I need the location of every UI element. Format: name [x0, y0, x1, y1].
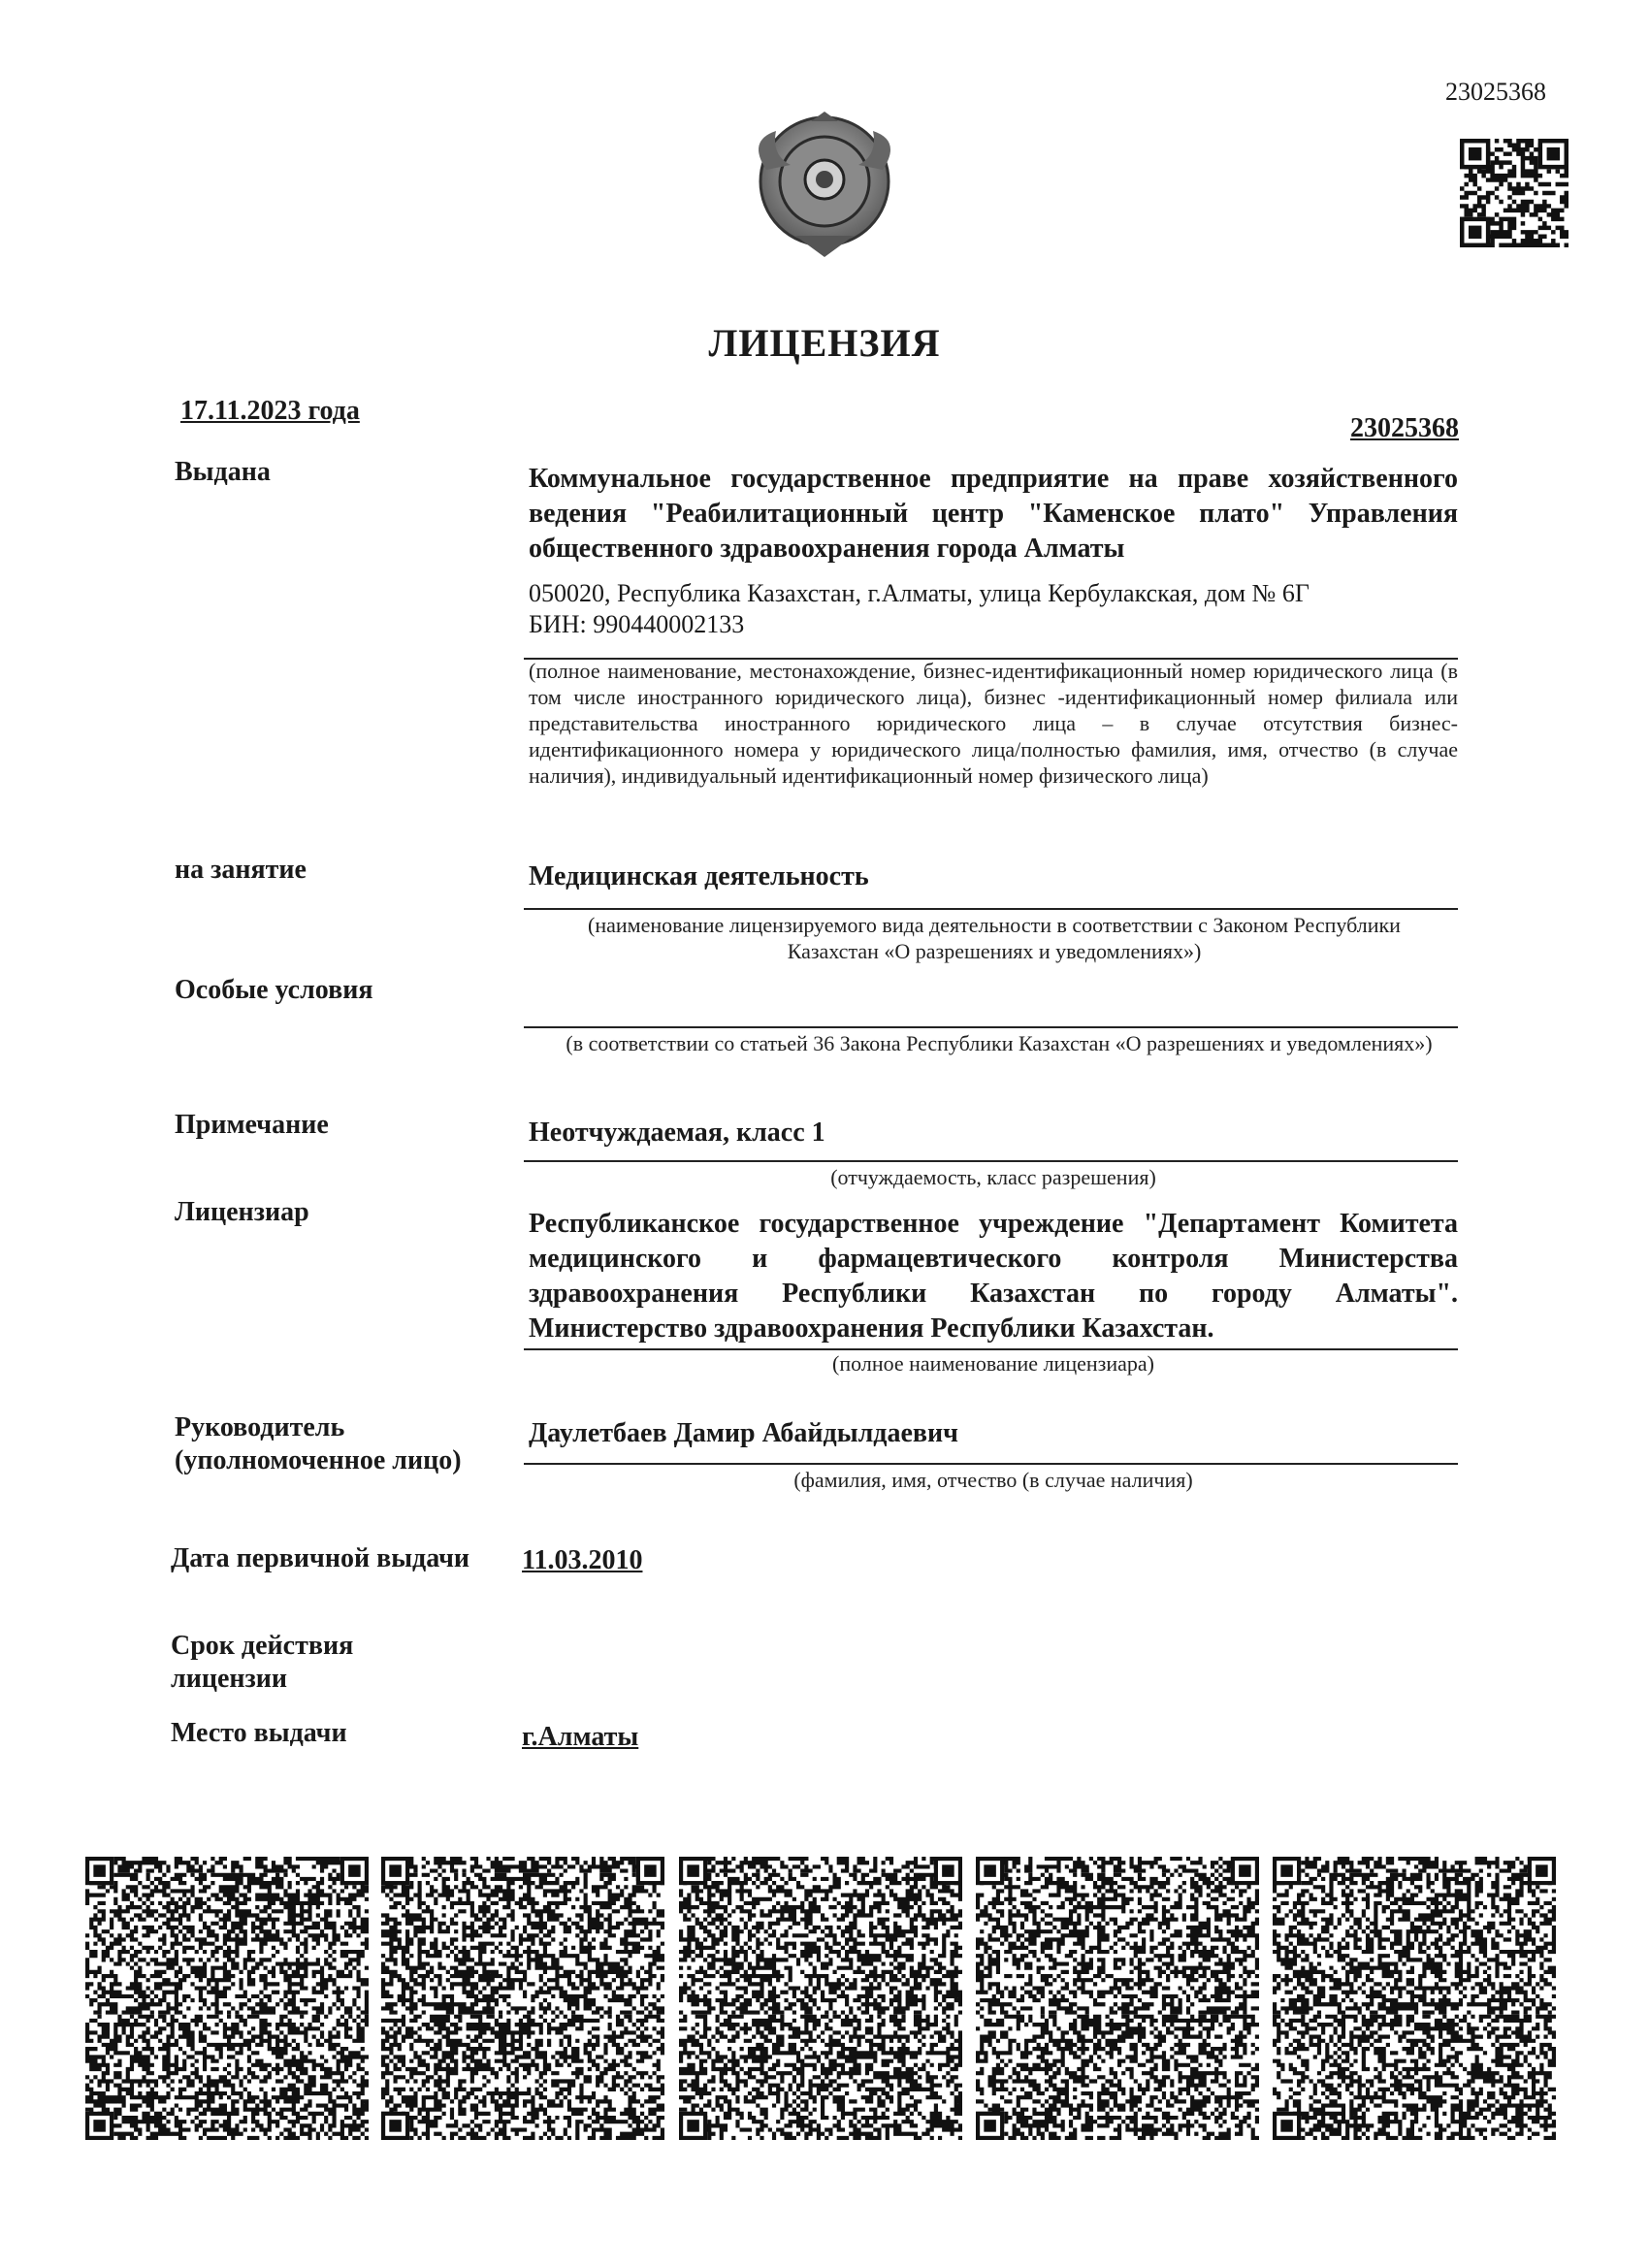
licensor-value: Республиканское государственное учреждение "Департамент Комитета медицинского и фармацевтического контроля Министерства здравоохранения Республики Казахстан по городу Алматы". Министерство здравоохранения Республики Казахстан. [529, 1209, 1458, 1344]
issued-to-hint: (полное наименование, местонахождение, бизнес-идентификационный номер юридического лица (в том числе иностранного юридического лица), бизнес -идентификационный номер филиала или представительства иностранного юридического лица – в случае отсутствия бизнес-идентификационного номера у юридического лица/полностью фамилия, имя, отчество (в случае наличия), индивидуальный идентификационный номер физического лица) [529, 659, 1458, 788]
validity-label-line1: Срок действия [171, 1631, 354, 1661]
validity-label [171, 1630, 353, 1696]
document-id-top: 23025368 [1445, 78, 1546, 106]
activity-label: на занятие [175, 855, 307, 885]
issued-to-label: Выдана [175, 457, 271, 487]
issued-to-bin: БИН: 990440002133 [529, 610, 745, 638]
licensor-hint: (полное наименование лицензиара) [832, 1351, 1154, 1376]
note-hint: (отчуждаемость, класс разрешения) [830, 1165, 1156, 1189]
head-rule [524, 1463, 1458, 1465]
qr-code-row [85, 1857, 1560, 2153]
issue-date: 17.11.2023 года [180, 396, 360, 426]
qr-code-icon [381, 1857, 664, 2153]
note-label: Примечание [175, 1110, 329, 1140]
head-label-line1: Руководитель [175, 1412, 345, 1442]
activity-value: Медицинская деятельность [529, 861, 869, 891]
first-issue-value: 11.03.2010 [522, 1545, 643, 1575]
place-value: г.Алматы [522, 1722, 639, 1752]
head-label [175, 1411, 462, 1477]
qr-code-icon [1273, 1857, 1556, 2153]
issued-to-name: Коммунальное государственное предприятие на праве хозяйственного ведения "Реабилитационный центр "Каменское плато" Управления общественного здравоохранения города Алматы [529, 464, 1458, 564]
head-value: Даулетбаев Дамир Абайдылдаевич [529, 1418, 958, 1448]
document-title: ЛИЦЕНЗИЯ [708, 321, 941, 365]
qr-code-icon [1460, 139, 1568, 247]
special-hint: (в соответствии со статьей 36 Закона Республики Казахстан «О разрешениях и уведомлениях») [566, 1031, 1433, 1055]
qr-code-icon [679, 1857, 962, 2153]
head-label-line2: (уполномоченное лицо) [175, 1445, 462, 1475]
note-rule [524, 1160, 1458, 1162]
special-label: Особые условия [175, 975, 373, 1005]
note-value: Неотчуждаемая, класс 1 [529, 1118, 825, 1148]
license-number: 23025368 [1350, 413, 1459, 443]
first-issue-label: Дата первичной выдачи [171, 1543, 470, 1573]
special-rule [524, 1026, 1458, 1028]
validity-label-line2: лицензии [171, 1664, 288, 1694]
qr-code-icon [85, 1857, 369, 2153]
issued-to-address: 050020, Республика Казахстан, г.Алматы, улица Кербулакская, дом № 6Г [529, 579, 1310, 607]
activity-hint: (наименование лицензируемого вида деятельности в соответствии с Законом Республики Казахстан «О разрешениях и уведомлениях») [588, 913, 1401, 963]
place-label: Место выдачи [171, 1718, 347, 1748]
licensor-label: Лицензиар [175, 1197, 309, 1227]
qr-code-icon [976, 1857, 1259, 2153]
head-hint: (фамилия, имя, отчество (в случае наличия) [793, 1468, 1193, 1492]
activity-rule [524, 908, 1458, 910]
state-emblem-icon [737, 112, 912, 259]
